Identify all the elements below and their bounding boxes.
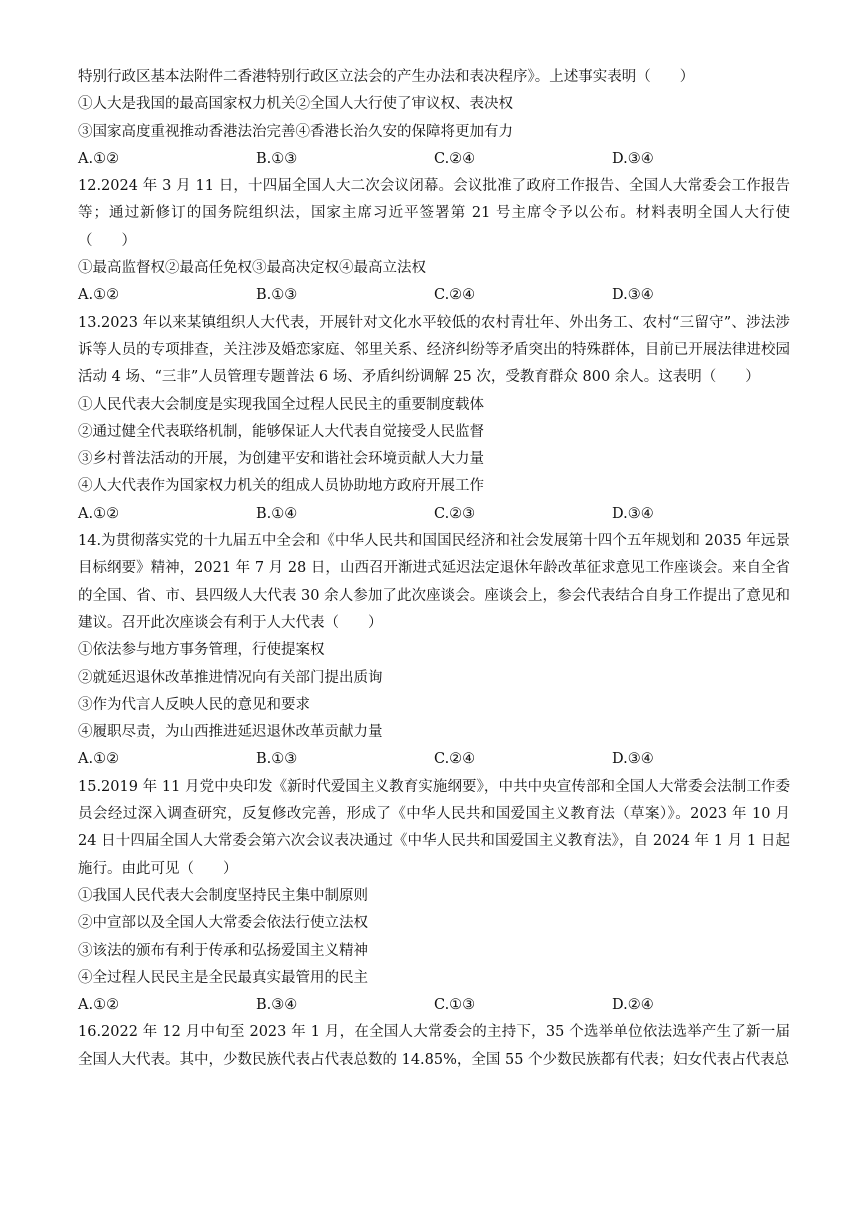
statement-line: ②通过健全代表联络机制，能够保证人大代表自觉接受人民监督 — [78, 423, 484, 440]
option-d: D.③④ — [612, 287, 654, 304]
statement-line: ②就延迟退休改革推进情况向有关部门提出质询 — [78, 669, 383, 686]
option-c: C.②③ — [434, 505, 476, 522]
statement-line: ④全过程人民民主是全民最真实最管用的民主 — [78, 969, 368, 986]
question-stem: 13.2023 年以来某镇组织人大代表，开展针对文化水平较低的农村青壮年、外出务工、农村“三留守”、涉法涉诉等人员的专项排查，关注涉及婚恋家庭、邻里关系、经济纠纷等矛盾突出的特殊群体，目前已开展法律进校园活动 4 场、“三非”人员管理专题普法 6 场、矛盾纠纷调解 25 次，受教育群众 800 余人。这表明（ ） — [78, 314, 790, 386]
statement-line: ③乡村普法活动的开展，为创建平安和谐社会环境贡献人大力量 — [78, 451, 484, 468]
statement-line: ①人大是我国的最高国家权力机关②全国人大行使了审议权、表决权 — [78, 96, 513, 113]
question-stem: 14.为贯彻落实党的十九届五中全会和《中华人民共和国国民经济和社会发展第十四个五年规划和 2035 年远景目标纲要》精神，2021 年 7 月 28 日，山西召开渐进式延迟法定退休年龄改革征求意见工作座谈会。来自全省的全国、省、市、县四级人大代表 30 余人参加了此次座谈会。座谈会上，参会代表结合自身工作提出了意见和建议。召开此次座谈会有利于人大代表（ ） — [78, 533, 790, 631]
statement-line: ③该法的颁布有利于传承和弘扬爱国主义精神 — [78, 942, 368, 959]
option-b: B.①③ — [256, 287, 298, 304]
statement-line: ①最高监督权②最高任免权③最高决定权④最高立法权 — [78, 260, 426, 277]
option-d: D.③④ — [612, 751, 654, 768]
option-c: C.②④ — [434, 150, 476, 167]
question-stem: 16.2022 年 12 月中旬至 2023 年 1 月，在全国人大常委会的主持下，35 个选举单位依法选举产生了新一届全国人大代表。其中，少数民族代表占代表总数的 14.85%，全国 55 个少数民族都有代表；妇女代表占代表总 — [78, 1024, 790, 1068]
option-d: D.②④ — [612, 997, 654, 1014]
statement-line: ①我国人民代表大会制度坚持民主集中制原则 — [78, 887, 368, 904]
answer-options — [78, 282, 790, 309]
option-c: C.②④ — [434, 287, 476, 304]
question-16 — [78, 1019, 790, 1074]
question-14 — [78, 528, 790, 774]
statement-line: ④履职尽责，为山西推进延迟退休改革贡献力量 — [78, 724, 383, 741]
option-a: A.①② — [78, 287, 120, 304]
statement-line: ②中宣部以及全国人大常委会依法行使立法权 — [78, 915, 368, 932]
question-stem: 12.2024 年 3 月 11 日，十四届全国人大二次会议闭幕。会议批准了政府工作报告、全国人大常委会工作报告等；通过新修订的国务院组织法，国家主席习近平签署第 21 号主席令予以公布。材料表明全国人大行使（ ） — [78, 178, 790, 249]
option-d: D.③④ — [612, 505, 654, 522]
question-11 — [78, 64, 790, 173]
answer-options — [78, 501, 790, 528]
question-stem: 15.2019 年 11 月党中央印发《新时代爱国主义教育实施纲要》，中共中央宣传部和全国人大常委会法制工作委员会经过深入调查研究，反复修改完善，形成了《中华人民共和国爱国主义教育法（草案）》。2023 年 10 月 24 日十四届全国人大常委会第六次会议表决通过《中华人民共和国爱国主义教育法》，自 2024 年 1 月 1 日起施行。由此可见（ ） — [78, 778, 790, 877]
option-b: B.①③ — [256, 150, 298, 167]
statement-line: ③作为代言人反映人民的意见和要求 — [78, 696, 310, 713]
option-b: B.①④ — [256, 505, 298, 522]
option-a: A.①② — [78, 751, 120, 768]
statement-line: ④人大代表作为国家权力机关的组成人员协助地方政府开展工作 — [78, 478, 484, 495]
option-b: B.①③ — [256, 751, 298, 768]
option-d: D.③④ — [612, 150, 654, 167]
answer-options — [78, 992, 790, 1019]
statement-line: ③国家高度重视推动香港法治完善④香港长治久安的保障将更加有力 — [78, 123, 513, 140]
option-c: C.①③ — [434, 997, 476, 1014]
option-c: C.②④ — [434, 751, 476, 768]
question-12 — [78, 173, 790, 309]
answer-options — [78, 746, 790, 773]
option-a: A.①② — [78, 997, 120, 1014]
question-15 — [78, 774, 790, 1020]
statement-line: ①依法参与地方事务管理，行使提案权 — [78, 642, 325, 659]
option-b: B.③④ — [256, 997, 298, 1014]
statement-line: ①人民代表大会制度是实现我国全过程人民民主的重要制度载体 — [78, 396, 484, 413]
answer-options — [78, 146, 790, 173]
question-stem: 特别行政区基本法附件二香港特别行政区立法会的产生办法和表决程序》。上述事实表明（ ） — [78, 69, 695, 85]
question-13 — [78, 310, 790, 528]
option-a: A.①② — [78, 505, 120, 522]
option-a: A.①② — [78, 150, 120, 167]
